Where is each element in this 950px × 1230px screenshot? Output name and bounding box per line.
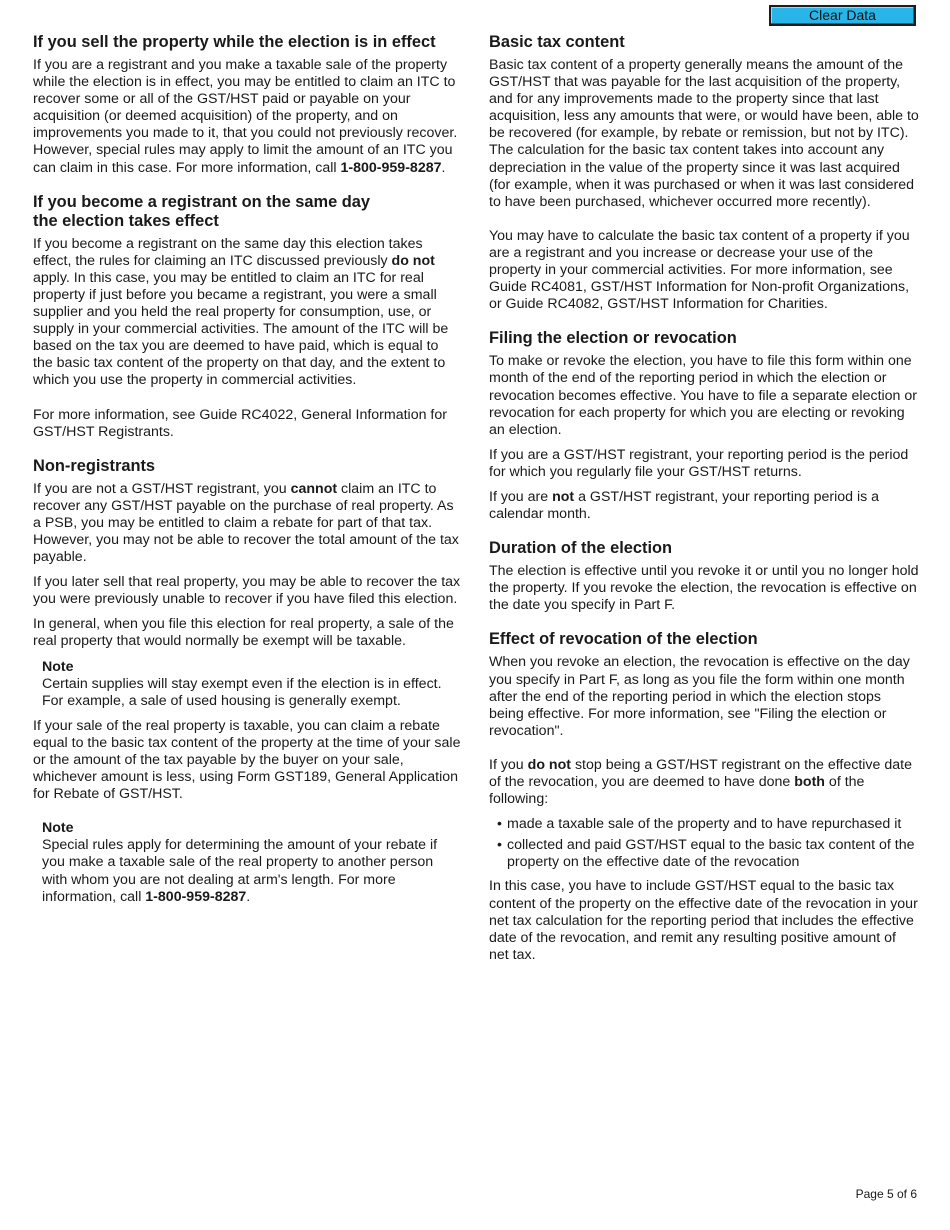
- paragraph: If you later sell that real property, you may be able to recover the tax you were previously unable to recover if you have filed this election.: [33, 574, 461, 608]
- note-text: [42, 837, 461, 905]
- section-basic-tax-content: [489, 33, 919, 313]
- paragraph: If you are a GST/HST registrant, your reporting period is the period for which you regularly file your GST/HST returns.: [489, 446, 909, 480]
- section-filing-election: [489, 329, 919, 523]
- phone-number: 1-800-959-8287: [145, 888, 247, 905]
- section-duration: [489, 539, 919, 614]
- text: collected and paid GST/HST equal to the basic tax content of the property on the effective date of the revocation: [507, 837, 915, 871]
- emphasis: not: [552, 488, 575, 505]
- paragraph: The election is effective until you revoke it or until you no longer hold the property. If you revoke the election, the revocation is effective on the date you specify in Part F.: [489, 563, 919, 614]
- section-title: [33, 193, 461, 231]
- bullet-icon: •: [497, 837, 502, 854]
- title-line: the election takes effect: [33, 211, 219, 230]
- section-non-registrants: [33, 457, 461, 906]
- text: If you become a registrant on the same day this election takes effect, the rules for claiming an ITC discussed previously: [33, 235, 423, 269]
- section-become-registrant: [33, 193, 461, 441]
- paragraph: When you revoke an election, the revocation is effective on the day you specify in Part F, as long as you file the form within one month after the end of the reporting period in which the election stops being effective. For more information, see "Filing the election or revocation".: [489, 654, 910, 739]
- section-title: Basic tax content: [489, 33, 625, 51]
- phone-number: 1-800-959-8287: [340, 159, 442, 176]
- paragraph: [33, 236, 461, 390]
- page-number: Page 5 of 6: [855, 1187, 917, 1201]
- text: If you are: [489, 488, 553, 505]
- paragraph: [33, 481, 461, 566]
- text: If you: [489, 756, 528, 773]
- paragraph: In general, when you file this election for real property, a sale of the real property that would normally be exempt will be taxable.: [33, 616, 454, 650]
- text: claim an ITC to recover any GST/HST payable on the purchase of real property. As a PSB, you may be entitled to claim a rebate for part of that tax. However, you may not be able to recover the total amount of the tax payable.: [33, 480, 459, 566]
- emphasis: cannot: [290, 480, 338, 497]
- emphasis: both: [794, 774, 825, 790]
- section-title: If you sell the property while the election is in effect: [33, 33, 436, 51]
- section-revocation-effect: [489, 630, 919, 964]
- paragraph: Basic tax content of a property generally means the amount of the GST/HST that was payable for the last acquisition of the property, and for any improvements made to the property since that last acquisition, less any amounts that were, or would have been, able to be recovered (for example, by rebate or remission, but not by ITC). The calculation for the basic tax content takes into account any depreciation in the value of the property since it was last acquired (for example, when it was purchased or when it was last considered to have been purchased, whichever occurred more recently).: [489, 57, 919, 210]
- bullet-icon: •: [497, 816, 502, 833]
- section-title: Duration of the election: [489, 539, 673, 558]
- emphasis: do not: [527, 756, 571, 773]
- emphasis: do not: [391, 252, 435, 269]
- title-line: If you become a registrant on the same day: [33, 192, 371, 211]
- section-title: Effect of revocation of the election: [489, 630, 758, 649]
- note-title: Note: [42, 658, 74, 675]
- text: If you are not a GST/HST registrant, you: [33, 480, 291, 497]
- note-block: [42, 820, 461, 905]
- list-item: [489, 837, 919, 871]
- left-column: [33, 33, 461, 922]
- right-column: [489, 33, 919, 980]
- text: Special rules apply for determining the amount of your rebate if you make a taxable sale of the real property to another person with whom you are not dealing at arm's length. For more information, call: [42, 837, 438, 905]
- paragraph: [489, 757, 919, 808]
- text: a GST/HST registrant, your reporting period is a calendar month.: [489, 488, 880, 523]
- paragraph: If your sale of the real property is taxable, you can claim a rebate equal to the basic tax content of the property at the time of your sale or the amount of the tax payable by the buyer on your sale, whichever amount is less, using Form GST189, General Application for Rebate of GST/HST.: [33, 717, 461, 803]
- text: .: [246, 888, 251, 905]
- note-title: Note: [42, 820, 74, 837]
- paragraph: In this case, you have to include GST/HST equal to the basic tax content of the property on the effective date of the revocation in your net tax calculation for the reporting period that includes the effective date of the revocation, and remit any resulting positive amount of net tax.: [489, 878, 918, 963]
- paragraph: [489, 489, 919, 523]
- text: If you are a registrant and you make a taxable sale of the property while the election is in effect, you may be entitled to claim an ITC to recover some or all of the GST/HST paid or payable on your acquisition (or deemed acquisition) of the property, and on improvements you made to it, that you could not previously recover. However, special rules may apply to limit the amount of an ITC you can claim in this case. For more information, call: [33, 57, 458, 176]
- clear-data-button[interactable]: Clear Data: [769, 5, 916, 26]
- bullet-list: [489, 816, 919, 871]
- text: made a taxable sale of the property and to have repurchased it: [507, 816, 902, 833]
- note-block: [42, 659, 461, 710]
- list-item: [489, 816, 919, 833]
- text: .: [441, 159, 446, 176]
- text: stop being a GST/HST registrant on the effective date of the revocation, you are deemed to have done: [489, 756, 912, 790]
- note-text: Certain supplies will stay exempt even if the election is in effect. For example, a sale of used housing is generally exempt.: [42, 675, 442, 709]
- paragraph: You may have to calculate the basic tax content of a property if you are a registrant and you increase or decrease your use of the property in your commercial activities. For more information, see Guide RC4081, GST/HST Information for Non-profit Organizations, or Guide RC4082, GST/HST Information for Charities.: [489, 227, 910, 313]
- paragraph: To make or revoke the election, you have to file this form within one month of the end of the reporting period in which the election or revocation becomes effective. You have to file a separate election or revocation for each property for which you are electing or revoking an election.: [489, 353, 917, 438]
- section-title: Filing the election or revocation: [489, 329, 737, 348]
- text: apply. In this case, you may be entitled to claim an ITC for real property if just before you became a registrant, you were a small supplier and you held the real property for consumption, use, or supply in your commercial activities. The amount of the ITC will be based on the tax you are deemed to have paid, which is equal to the basic tax content of the property on that day, and the extent to which you use the property in commercial activities.: [33, 269, 449, 389]
- text: of the following:: [489, 774, 865, 808]
- section-title: Non-registrants: [33, 456, 156, 475]
- paragraph: [33, 57, 461, 177]
- paragraph: For more information, see Guide RC4022, General Information for GST/HST Registrants.: [33, 406, 447, 440]
- section-sell-property: [33, 33, 461, 177]
